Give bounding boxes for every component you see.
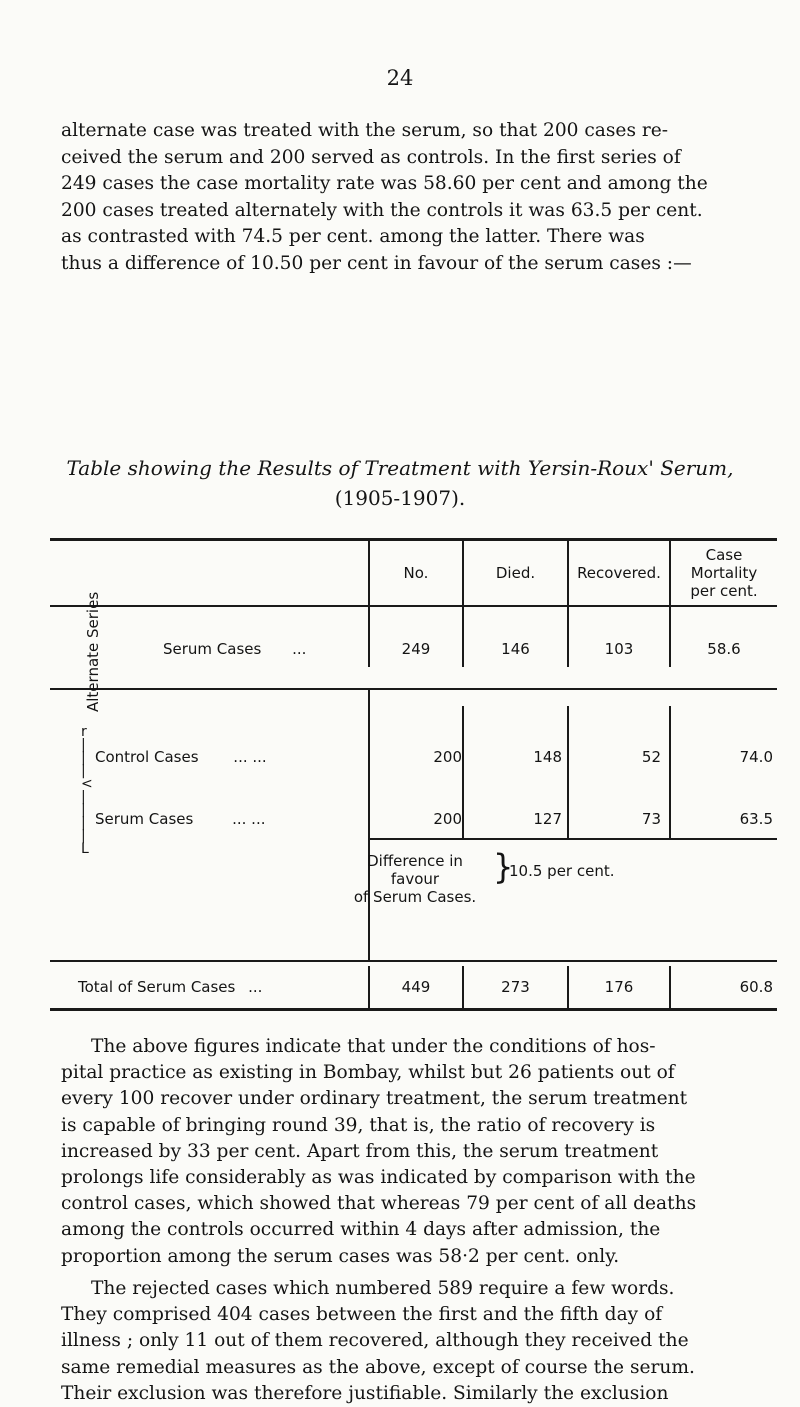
text-line: Their exclusion was therefore justifiable. Similarly the exclusion	[61, 1382, 669, 1404]
text-line: ceived the serum and 200 served as controls. In the first series of	[61, 146, 681, 168]
text-line: The above figures indicate that under the conditions of hos-	[91, 1036, 656, 1057]
cell-no: 200	[433, 810, 462, 828]
cell-no: 200	[433, 748, 462, 766]
text-line: pital practice as existing in Bombay, whilst but 26 patients out of	[61, 1062, 675, 1084]
results-table	[50, 538, 777, 1010]
cell-recovered: 103	[604, 640, 634, 658]
text-line: thus a difference of 10.50 per cent in favour of the serum cases :—	[61, 252, 692, 274]
row-label-serum-cases	[163, 640, 306, 658]
text-line: They comprised 404 cases between the first and the fifth day of	[61, 1304, 663, 1326]
header-died: Died.	[495, 564, 536, 582]
text-line: illness ; only 11 out of them recovered, although they received the	[61, 1330, 689, 1352]
text-line: alternate case was treated with the serum, so that 200 cases re-	[61, 120, 669, 141]
text-line: prolongs life considerably as was indicated by comparison with the	[61, 1167, 696, 1189]
table-bottom-rule	[50, 1008, 777, 1011]
row-label-text: Serum Cases	[95, 810, 194, 828]
text-line: The rejected cases which numbered 589 require a few words.	[91, 1278, 675, 1299]
intro-paragraph	[61, 118, 779, 277]
row-label-text: Total of Serum Cases	[78, 978, 236, 996]
header-mortality-line: per cent.	[690, 582, 758, 600]
table-top-rule	[50, 538, 777, 541]
page-number: 24	[386, 66, 414, 90]
difference-label	[345, 852, 485, 906]
text-line: increased by 33 per cent. Apart from this, the serum treatment	[61, 1140, 659, 1162]
cell-died: 273	[501, 978, 530, 996]
cell-recovered: 73	[641, 810, 661, 828]
difference-line: Difference in favour	[367, 852, 463, 888]
text-line: 200 cases treated alternately with the controls it was 63.5 per cent.	[61, 199, 703, 221]
cell-recovered: 52	[641, 748, 661, 766]
row-label-total	[78, 978, 262, 996]
text-line: as contrasted with 74.5 per cent. among the latter. There was	[61, 226, 645, 247]
serum-row-rule	[50, 688, 777, 690]
row-label-control-cases	[95, 748, 267, 766]
body-paragraph-1	[61, 1034, 779, 1270]
cell-mortality: 58.6	[707, 640, 741, 658]
leader-dots: ...	[248, 978, 263, 996]
difference-brace: }	[493, 847, 514, 887]
header-case-mortality	[671, 546, 777, 600]
text-line: is capable of bringing round 39, that is, the ratio of recovery is	[61, 1114, 656, 1136]
series-brace: r | | | < | | | | L	[81, 724, 93, 857]
leader-dots: ... ...	[233, 748, 267, 766]
text-line: among the controls occurred within 4 days after admission, the	[61, 1219, 661, 1241]
row-label-alt-serum-cases	[95, 810, 266, 828]
row-label-text: Serum Cases	[163, 640, 262, 658]
cell-mortality: 63.5	[739, 810, 773, 828]
alternate-series-label: Alternate Series	[84, 591, 102, 712]
row-label-text: Control Cases	[95, 748, 199, 766]
alternate-series-rule	[368, 838, 777, 840]
leader-dots: ... ...	[232, 810, 266, 828]
leader-dots: ...	[292, 640, 307, 658]
text-line: same remedial measures as the above, except of course the serum.	[61, 1356, 695, 1378]
cell-mortality: 74.0	[739, 748, 773, 766]
header-mortality-line: Mortality	[690, 564, 758, 582]
cell-mortality: 60.8	[739, 978, 773, 996]
text-line: control cases, which showed that whereas 79 per cent of all deaths	[61, 1193, 697, 1215]
cell-died: 146	[501, 640, 530, 658]
cell-recovered: 176	[604, 978, 634, 996]
table-caption-years: (1905-1907).	[334, 486, 466, 510]
header-recovered: Recovered.	[577, 564, 661, 582]
difference-value: 10.5 per cent.	[509, 862, 615, 880]
cell-no: 449	[401, 978, 431, 996]
cell-died: 148	[533, 748, 562, 766]
difference-rule	[50, 960, 777, 962]
header-rule	[50, 605, 777, 607]
text-line: proportion among the serum cases was 58·2 per cent. only.	[61, 1245, 620, 1267]
header-no: No.	[403, 564, 429, 582]
text-line: 249 cases the case mortality rate was 58.60 per cent and among the	[61, 173, 708, 194]
difference-line: of Serum Cases.	[353, 888, 477, 906]
table-caption-title: Table showing the Results of Treatment with Yersin-Roux' Serum,	[66, 456, 734, 480]
header-mortality-line: Case	[705, 546, 743, 564]
cell-died: 127	[533, 810, 562, 828]
text-line: every 100 recover under ordinary treatment, the serum treatment	[61, 1088, 688, 1110]
cell-no: 249	[401, 640, 431, 658]
